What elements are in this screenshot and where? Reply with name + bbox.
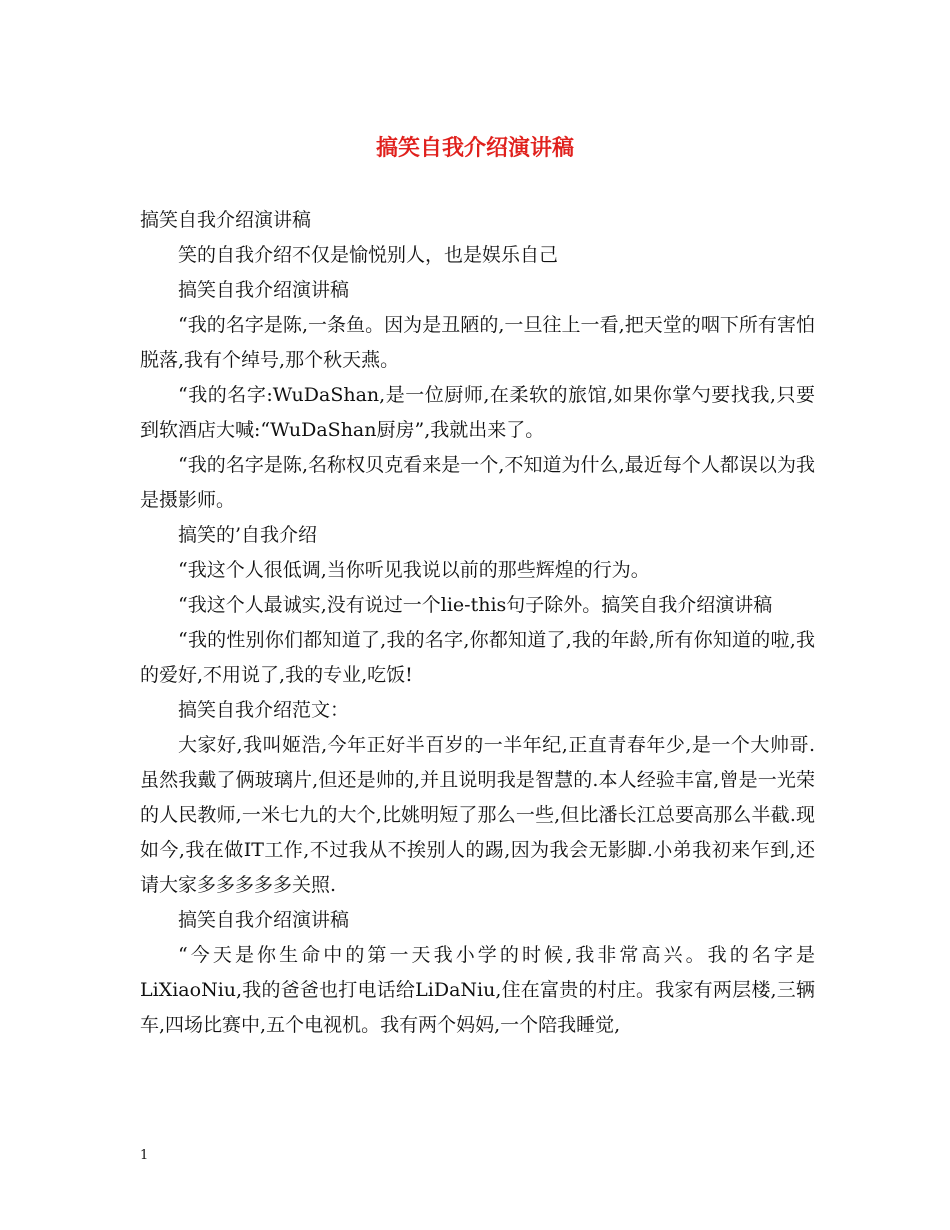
document-body — [140, 203, 815, 1043]
paragraph: “我的名字是陈,名称权贝克看来是一个,不知道为什么,最近每个人都误以为我是摄影师。 — [140, 454, 815, 511]
paragraph: 搞笑的’自我介绍 — [178, 524, 318, 546]
paragraph: 搞笑自我介绍演讲稿 — [178, 909, 350, 931]
paragraph: “我的性别你们都知道了,我的名字,你都知道了,我的年龄,所有你知道的啦,我的爱好,不用说了,我的专业,吃饭! — [140, 629, 815, 686]
paragraph: 搞笑自我介绍范文： — [178, 699, 350, 721]
paragraph: 大家好,我叫姬浩,今年正好半百岁的一半年纪,正直青春年少,是一个大帅哥.虽然我戴了俩玻璃片,但还是帅的,并且说明我是智慧的.本人经验丰富,曾是一光荣的人民教师,一米七九的大个,比姚明短了那么一些,但比潘长江总要高那么半截.现如今,我在做IT工作,不过我从不挨别人的踢,因为我会无影脚.小弟我初来乍到,还请大家多多多多多关照. — [140, 734, 815, 896]
page-number: 1 — [140, 1148, 149, 1163]
paragraph: 笑的自我介绍不仅是愉悦别人，也是娱乐自己 — [178, 244, 559, 266]
paragraph: 搞笑自我介绍演讲稿 — [140, 209, 312, 231]
document-title: 搞笑自我介绍演讲稿 — [375, 135, 574, 161]
paragraph: 搞笑自我介绍演讲稿 — [178, 279, 350, 301]
paragraph: “我的名字:WuDaShan,是一位厨师,在柔软的旅馆,如果你掌勺要找我,只要到软酒店大喊:“WuDaShan厨房”,我就出来了。 — [140, 384, 815, 441]
paragraph: “我这个人最诚实,没有说过一个lie-this句子除外。搞笑自我介绍演讲稿 — [178, 594, 773, 616]
paragraph: “今天是你生命中的第一天我小学的时候,我非常高兴。我的名字是LiXiaoNiu,我的爸爸也打电话给LiDaNiu,住在富贵的村庄。我家有两层楼,三辆车,四场比赛中,五个电视机。我有两个妈妈,一个陪我睡觉, — [140, 944, 815, 1036]
paragraph: “我的名字是陈,一条鱼。因为是丑陋的,一旦往上一看,把天堂的咽下所有害怕脱落,我有个绰号,那个秋天燕。 — [140, 314, 815, 371]
paragraph: “我这个人很低调,当你听见我说以前的那些辉煌的行为。 — [178, 559, 650, 581]
